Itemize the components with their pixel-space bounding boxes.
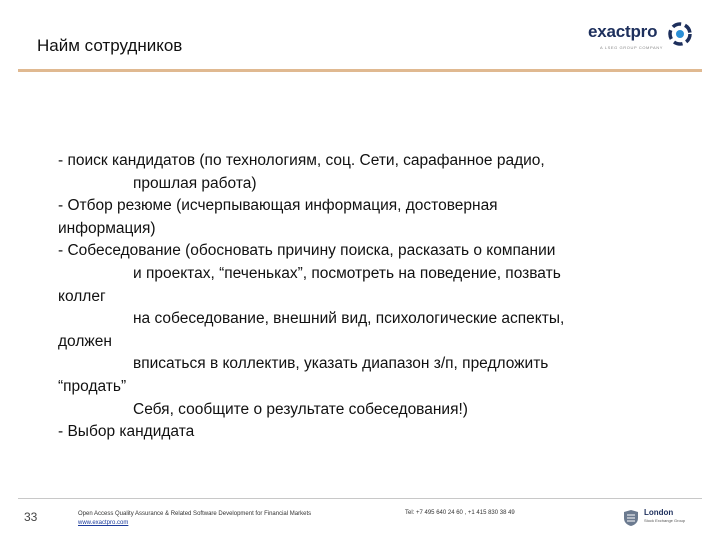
exactpro-logo-mark-icon <box>668 22 692 46</box>
bullet-line: - Отбор резюме (исчерпывающая информация, достоверная <box>58 197 498 215</box>
bullet-line: на собеседование, внешний вид, психологические аспекты, <box>133 310 565 328</box>
footer-tagline: Open Access Quality Assurance & Related Software Development for Financial Markets <box>78 511 312 517</box>
logo-tagline: A LSEG GROUP COMPANY <box>600 45 663 50</box>
bullet-line: прошлая работа) <box>133 174 257 192</box>
lse-subtitle: Stock Exchange Group <box>644 518 686 523</box>
footer-phones: Tel: +7 495 640 24 60 , +1 415 830 38 49 <box>405 510 515 516</box>
title-divider <box>18 69 702 72</box>
lse-name: London <box>644 508 674 517</box>
page-number: 33 <box>24 510 38 524</box>
logo-wordmark: exactpro <box>588 22 658 41</box>
bullet-list <box>58 150 658 444</box>
bullet-line: - поиск кандидатов (по технологиям, соц. Сети, сарафанное радио, <box>58 152 545 169</box>
bullet-line: - Выбор кандидата <box>58 423 195 441</box>
footer-info <box>78 510 311 528</box>
footer-divider <box>18 498 702 499</box>
website-link[interactable]: www.exactpro.com <box>78 520 129 526</box>
bullet-line: “продать” <box>58 377 127 395</box>
slide-title: Найм сотрудников <box>37 36 183 55</box>
bullet-line: - Собеседование (обосновать причину поиска, расказать о компании <box>58 242 556 260</box>
bullet-line: информация) <box>58 219 156 237</box>
bullet-line: вписаться в коллектив, указать диапазон з/п, предложить <box>133 355 549 373</box>
bullet-line: и проектах, “печеньках”, посмотреть на поведение, позвать <box>133 264 561 282</box>
lse-crest-icon <box>622 510 640 526</box>
bullet-line: Себя, сообщите о результате собеседования!) <box>133 400 468 418</box>
exactpro-logo[interactable] <box>588 22 692 52</box>
bullet-line: должен <box>58 332 112 350</box>
bullet-line: коллег <box>58 287 106 305</box>
